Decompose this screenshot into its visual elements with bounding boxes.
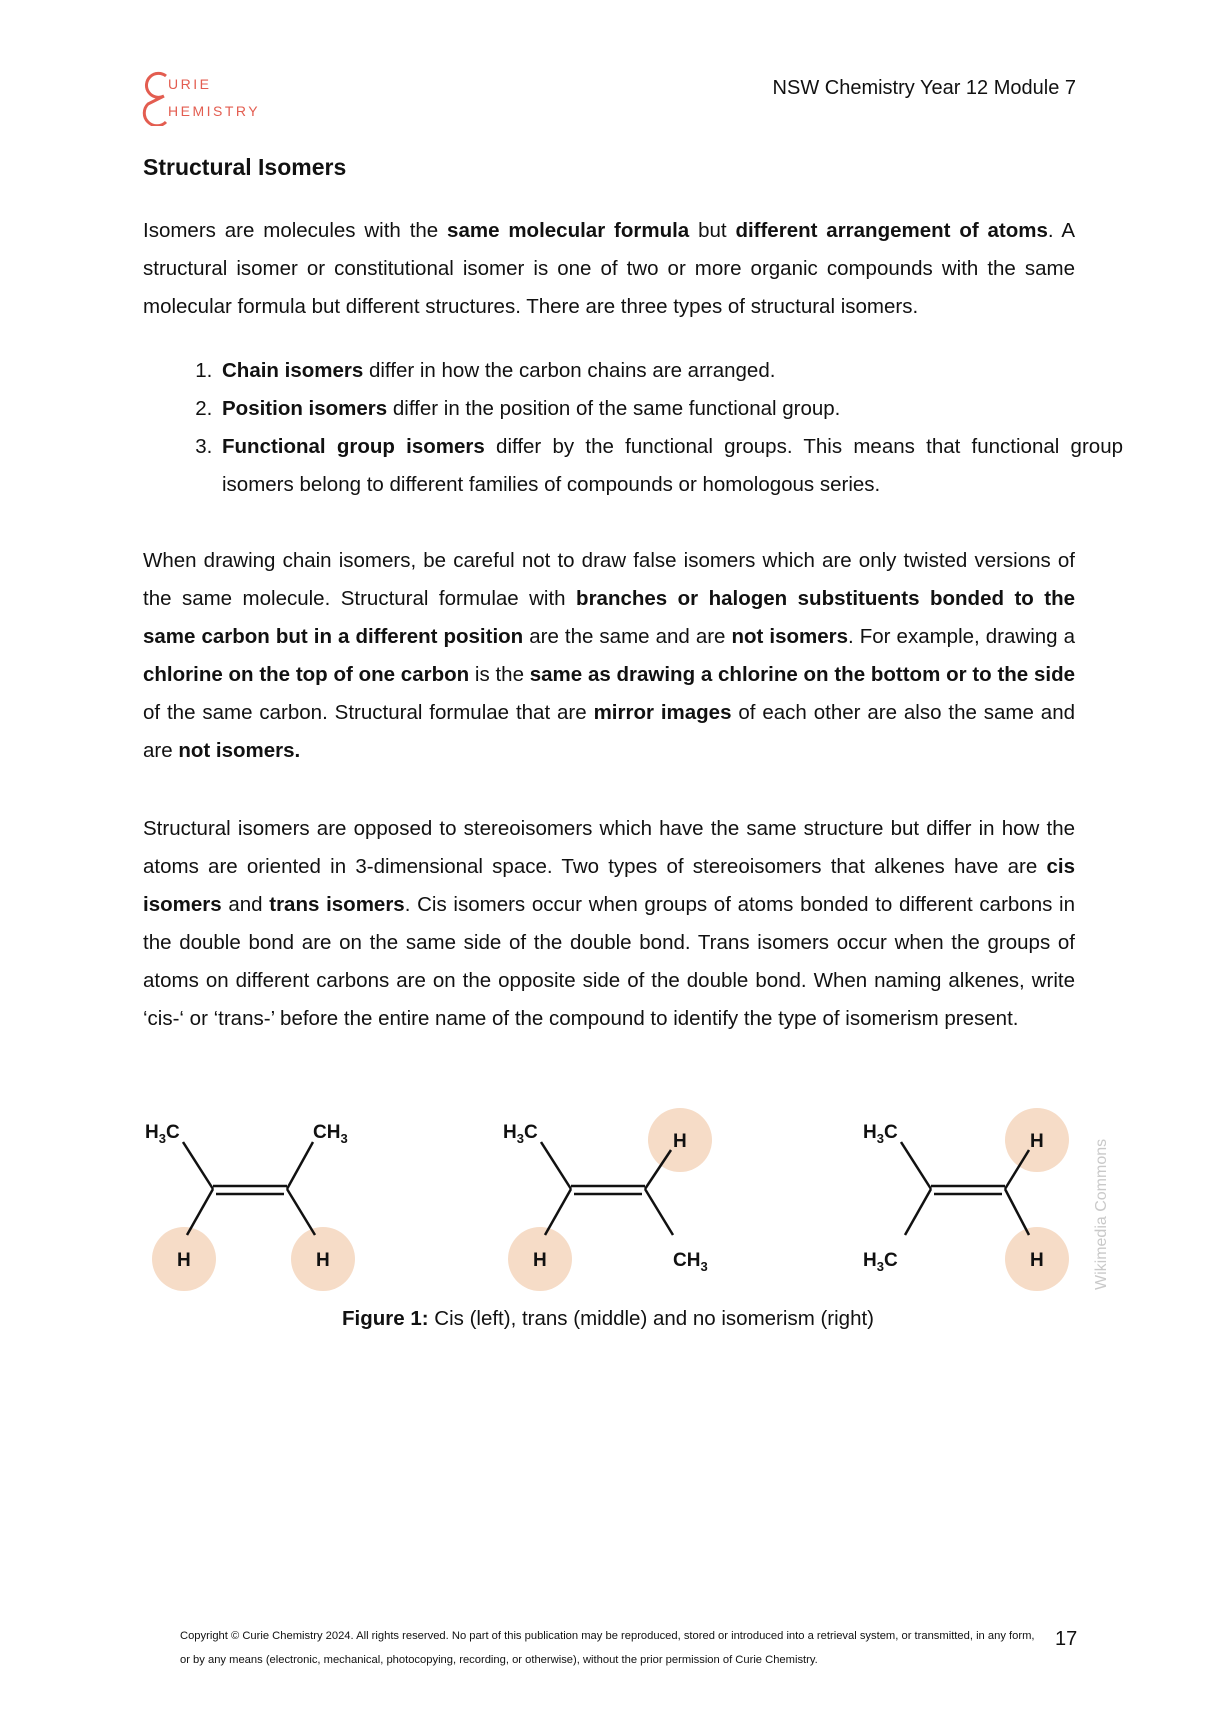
- course-header: NSW Chemistry Year 12 Module 7: [772, 77, 1076, 99]
- stereoisomer-paragraph: [143, 810, 1075, 1038]
- list-item: [218, 428, 1123, 504]
- list-term: Position isomers: [222, 397, 388, 420]
- svg-text:CH3: $CH_3$: [673, 1250, 708, 1274]
- intro-text-3: . A structural isomer or constitutional isomer is one of two or more organic compounds with the same molecular formula but different structures. There are three types of structural isomers.: [143, 219, 1076, 318]
- no-isomerism-molecule: [863, 1108, 1069, 1291]
- para2-bold: not isomers.: [178, 739, 301, 762]
- svg-text:H: H: [316, 1250, 330, 1271]
- para3-text: . Cis isomers occur when groups of atoms bonded to different carbons in the double bond are on the same side of the double bond. Trans isomers occur when the groups of atoms on different carbons are on the opposite side of the double bond. When naming alkenes, write ‘cis-‘ or ‘trans-’ before the entire name of the compound to identify the type of isomerism present.: [143, 893, 1075, 1030]
- page-number: 17: [1055, 1628, 1078, 1650]
- para3-text: and: [221, 893, 270, 916]
- cis-molecule: [145, 1122, 355, 1291]
- list-desc: differ in how the carbon chains are arranged.: [363, 359, 776, 382]
- list-item: [218, 390, 1123, 428]
- svg-text:CH3: $CH_3$: [313, 1122, 348, 1146]
- list-desc: differ by the functional groups. This means that functional group isomers belong to different families of compounds or homologous series.: [222, 435, 1123, 496]
- isomer-types-list: [170, 352, 1123, 504]
- svg-text:H: H: [177, 1250, 191, 1271]
- alkene-isomers-figure: [143, 1100, 1143, 1300]
- svg-text:H: H: [673, 1131, 687, 1152]
- logo-line-1: URIE: [168, 76, 212, 92]
- para2-text: When drawing chain isomers, be careful not to draw false isomers which are only twisted versions of the same molecule. Structural formulae with: [143, 549, 1075, 610]
- copyright-footer: Copyright © Curie Chemistry 2024. All rights reserved. No part of this publication may be reproduced, stored or introduced into a retrieval system, or transmitted, in any form, or by any means (electronic, mechanical, photocopying, recording, or otherwise), without the prior permission of Curie Chemistry.: [180, 1630, 1035, 1666]
- image-credit-watermark: Wikimedia Commons: [1093, 1138, 1110, 1290]
- svg-text:H: H: [1030, 1131, 1044, 1152]
- alkene-structures-svg: [143, 1100, 1143, 1300]
- para2-text: is the: [469, 663, 530, 686]
- para2-text: of the same carbon. Structural formulae that are: [143, 701, 594, 724]
- logo-line-2: HEMISTRY: [168, 103, 261, 119]
- curie-chemistry-logo: [142, 68, 292, 128]
- intro-bold-2: different arrangement of atoms: [735, 219, 1048, 242]
- figure-caption: [0, 1307, 1216, 1331]
- trans-molecule: [503, 1108, 712, 1291]
- chain-isomer-paragraph: [143, 542, 1075, 770]
- svg-text:H: H: [1030, 1250, 1044, 1271]
- list-term: Functional group isomers: [222, 435, 485, 458]
- intro-text-2: but: [689, 219, 736, 242]
- list-item: [218, 352, 1123, 390]
- intro-bold-1: same molecular formula: [447, 219, 690, 242]
- para2-bold: chlorine on the top of one carbon: [143, 663, 470, 686]
- caption-label: Figure 1:: [342, 1307, 429, 1330]
- svg-text:H3C: $H_3C$: [863, 1122, 898, 1146]
- svg-text:H3C: $H_3C$: [145, 1122, 180, 1146]
- para2-bold: not isomers: [731, 625, 849, 648]
- para2-text: . For example, drawing a: [848, 625, 1075, 648]
- para2-bold: mirror images: [593, 701, 732, 724]
- list-term: Chain isomers: [222, 359, 364, 382]
- para3-bold: cis isomers: [143, 855, 1075, 916]
- para2-bold: same as drawing a chlorine on the bottom or to the side: [529, 663, 1075, 686]
- svg-text:H3C: $H_3C$: [503, 1122, 538, 1146]
- para2-bold: branches or halogen substituents bonded to the same carbon but in a different position: [143, 587, 1075, 648]
- intro-text-1: Isomers are molecules with the: [143, 219, 448, 242]
- svg-text:H: H: [533, 1250, 547, 1271]
- para2-text: of each other are also the same and are: [143, 701, 1075, 762]
- para3-text: Structural isomers are opposed to stereoisomers which have the same structure but differ in how the atoms are oriented in 3-dimensional space. Two types of stereoisomers that alkenes have are: [143, 817, 1075, 878]
- caption-text: Cis (left), trans (middle) and no isomerism (right): [428, 1307, 874, 1330]
- section-title: Structural Isomers: [143, 154, 347, 180]
- para3-bold: trans isomers: [269, 893, 405, 916]
- intro-paragraph: [143, 212, 1075, 326]
- list-desc: differ in the position of the same functional group.: [387, 397, 841, 420]
- svg-text:H3C: $H_3C$: [863, 1250, 898, 1274]
- para2-text: are the same and are: [523, 625, 732, 648]
